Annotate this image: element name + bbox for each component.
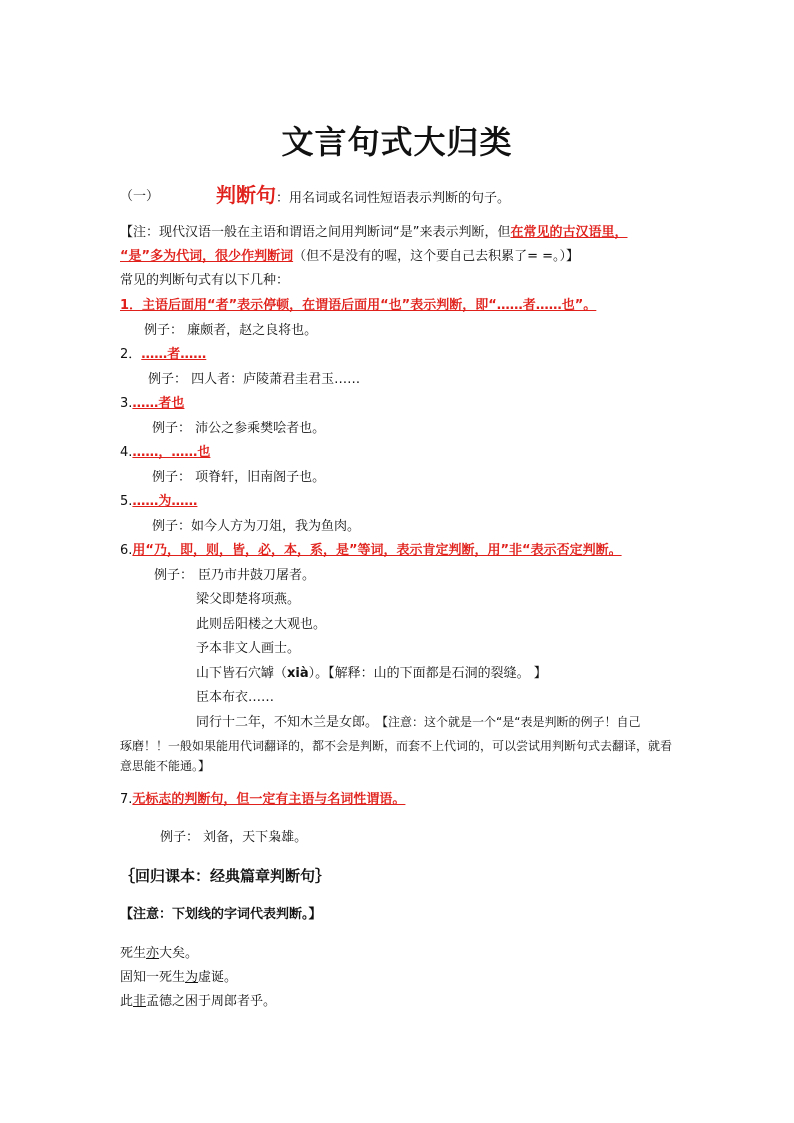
item6-example-6: 臣本布衣……	[196, 690, 275, 705]
section-definition: ：用名词或名词性短语表示判断的句子。	[276, 191, 511, 206]
note-tail: （但不是没有的喔，这个要自己去积累了= =。）】	[293, 249, 580, 264]
note-line-1	[120, 224, 628, 242]
sentence-judgment-word: 亦	[146, 946, 160, 961]
item5-number: 5.	[120, 494, 133, 509]
section-heading	[216, 182, 510, 212]
classics-note: 【注意：下划线的字词代表判断。】	[120, 907, 322, 922]
item6-number: 6.	[120, 543, 133, 558]
item4-number: 4.	[120, 445, 133, 460]
intro-text: 常见的判断句式有以下几种：	[120, 273, 290, 288]
item6-example-7-note: 【注意：这个就是一个“是“表是判断的例子！自己	[382, 715, 641, 729]
item3-pattern: ……者也	[132, 396, 185, 411]
sentence-judgment-word: 为	[185, 970, 199, 985]
item6-example-label: 例子：	[154, 568, 194, 583]
sentence-text: 死生	[120, 946, 147, 961]
note-emphasis-2: “是”多为代词，很少作判断词	[120, 249, 294, 264]
note-emphasis: 在常见的古汉语里，	[510, 225, 628, 240]
item4-pattern: ……，……也	[132, 445, 211, 460]
sentence-text: 此	[120, 994, 134, 1009]
sentence-text: 孟德之困于周郎者乎。	[146, 994, 277, 1009]
item6-example-1: 臣乃市井鼓刀屠者。	[198, 568, 316, 583]
item6-example-5-explain: ）。【解释：山的下面都是石洞的裂缝。 】	[308, 666, 547, 681]
note-line-2	[120, 248, 579, 266]
item2-heading	[120, 346, 206, 364]
item6-pattern: 用“乃，即，则，皆，必，本，系，是”等词，表示肯定判断，用”非“表示否定判断。	[132, 543, 622, 558]
classic-sentence-3	[120, 993, 276, 1011]
item6-example-7-text: 同行十二年，不知木兰是女郎。	[196, 715, 379, 730]
section-number: （一）	[120, 189, 160, 204]
item7-number: 7.	[120, 792, 133, 807]
classic-sentence-1	[120, 945, 198, 963]
item3-example: 例子： 沛公之参乘樊哙者也。	[152, 421, 326, 436]
item6-example-2: 梁父即楚将项燕。	[196, 592, 301, 607]
item6-example-7	[196, 713, 640, 732]
item5-pattern: ……为……	[132, 494, 198, 509]
classic-sentence-2	[120, 969, 237, 987]
item5-example: 例子：如今人方为刀俎，我为鱼肉。	[152, 519, 361, 534]
item2-number: 2．	[120, 347, 142, 362]
item5-heading	[120, 493, 197, 511]
item2-example: 例子： 四人者：庐陵萧君圭君玉……	[148, 372, 361, 387]
item4-example: 例子： 项脊轩，旧南阁子也。	[152, 470, 326, 485]
classics-heading: ｛回归课本：经典篇章判断句｝	[120, 867, 331, 885]
item6-heading	[120, 542, 622, 560]
item6-example-3: 此则岳阳楼之大观也。	[196, 617, 327, 632]
item2-pattern: ……者……	[141, 347, 207, 362]
item7-pattern: 无标志的判断句，但一定有主语与名词性谓语。	[132, 792, 406, 807]
item3-heading	[120, 395, 184, 413]
sentence-text: 虚诞。	[198, 970, 238, 985]
sentence-text: 固知一死生	[120, 970, 186, 985]
item6-example-5	[196, 665, 547, 683]
section-name: 判断句	[216, 183, 276, 207]
item6-note-cont-2: 意思能不能通。】	[120, 759, 211, 773]
item7-example: 例子： 刘备，天下枭雄。	[160, 830, 308, 845]
item6-note-cont-1: 琢磨！！一般如果能用代词翻译的，都不会是判断，而套不上代词的，可以尝试用判断句式去翻译，就看	[120, 739, 673, 753]
page-title: 文言句式大归类	[281, 123, 513, 161]
item6-example-4: 予本非文人画士。	[196, 641, 301, 656]
item1-example: 例子： 廉颇者，赵之良将也。	[144, 323, 318, 338]
item7-heading	[120, 791, 415, 809]
sentence-judgment-word: 非	[133, 994, 147, 1009]
item4-heading	[120, 444, 210, 462]
item3-number: 3.	[120, 396, 133, 411]
note-text: 【注：现代汉语一般在主语和谓语之间用判断词“是”来表示判断，但	[120, 225, 511, 240]
sentence-text: 大矣。	[159, 946, 199, 961]
item1-heading: 1．主语后面用“者”表示停顿，在谓语后面用“也”表示判断，即“……者……也”。	[120, 298, 597, 313]
item6-pinyin: xià	[287, 666, 309, 681]
item6-example-5-text: 山下皆石穴罅（	[196, 666, 288, 681]
